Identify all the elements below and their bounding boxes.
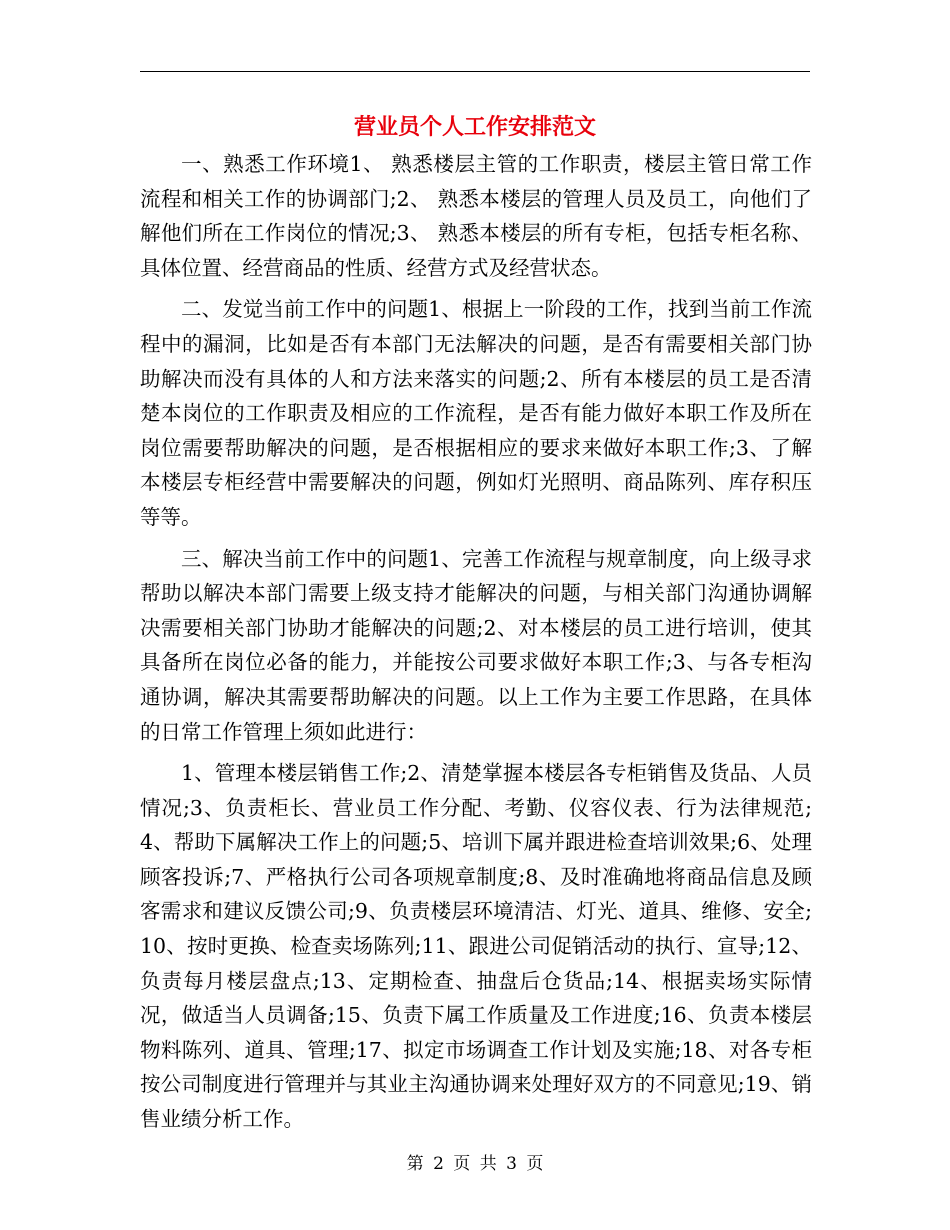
document-body (140, 147, 812, 1144)
paragraph-2: 二、发觉当前工作中的问题1、根据上一阶段的工作，找到当前工作流程中的漏洞，比如是否有本部门无法解决的问题，是否有需要相关部门协助解决而没有具体的人和方法来落实的问题;2、所有本楼层的员工是否清楚本岗位的工作职责及相应的工作流程，是否有能力做好本职工作及所在岗位需要帮助解决的问题，是否根据相应的要求来做好本职工作;3、了解本楼层专柜经营中需要解决的问题，例如灯光照明、商品陈列、库存积压等等。 (140, 297, 812, 529)
paragraph-4: 1、管理本楼层销售工作;2、清楚掌握本楼层各专柜销售及货品、人员情况;3、负责柜长、营业员工作分配、考勤、仪容仪表、行为法律规范;4、帮助下属解决工作上的问题;5、培训下属并跟进检查培训效果;6、处理顾客投诉;7、严格执行公司各项规章制度;8、及时准确地将商品信息及顾客需求和建议反馈公司;9、负责楼层环境清洁、灯光、道具、维修、安全;10、按时更换、检查卖场陈列;11、跟进公司促销活动的执行、宣导;12、负责每月楼层盘点;13、定期检查、抽盘后仓货品;14、根据卖场实际情况，做适当人员调备;15、负责下属工作质量及工作进度;16、负责本楼层物料陈列、道具、管理;17、拟定市场调查工作计划及实施;18、对各专柜按公司制度进行管理并与其业主沟通协调来处理好双方的不同意见;19、销售业绩分析工作。 (140, 761, 812, 1132)
paragraph-1: 一、熟悉工作环境1、 熟悉楼层主管的工作职责，楼层主管日常工作流程和相关工作的协调部门;2、 熟悉本楼层的管理人员及员工，向他们了解他们所在工作岗位的情况;3、 熟悉本楼层的所有专柜，包括专柜名称、具体位置、经营商品的性质、经营方式及经营状态。 (140, 152, 812, 280)
page-number-footer: 第 2 页 共 3 页 (406, 1154, 544, 1174)
document-title: 营业员个人工作安排范文 (353, 114, 596, 140)
header-rule (140, 71, 810, 72)
paragraph-3: 三、解决当前工作中的问题1、完善工作流程与规章制度，向上级寻求帮助以解决本部门需要上级支持才能解决的问题，与相关部门沟通协调解决需要相关部门协助才能解决的问题;2、对本楼层的员工进行培训，使其具备所在岗位必备的能力，并能按公司要求做好本职工作;3、与各专柜沟通协调，解决其需要帮助解决的问题。以上工作为主要工作思路，在具体的日常工作管理上须如此进行： (140, 546, 812, 744)
